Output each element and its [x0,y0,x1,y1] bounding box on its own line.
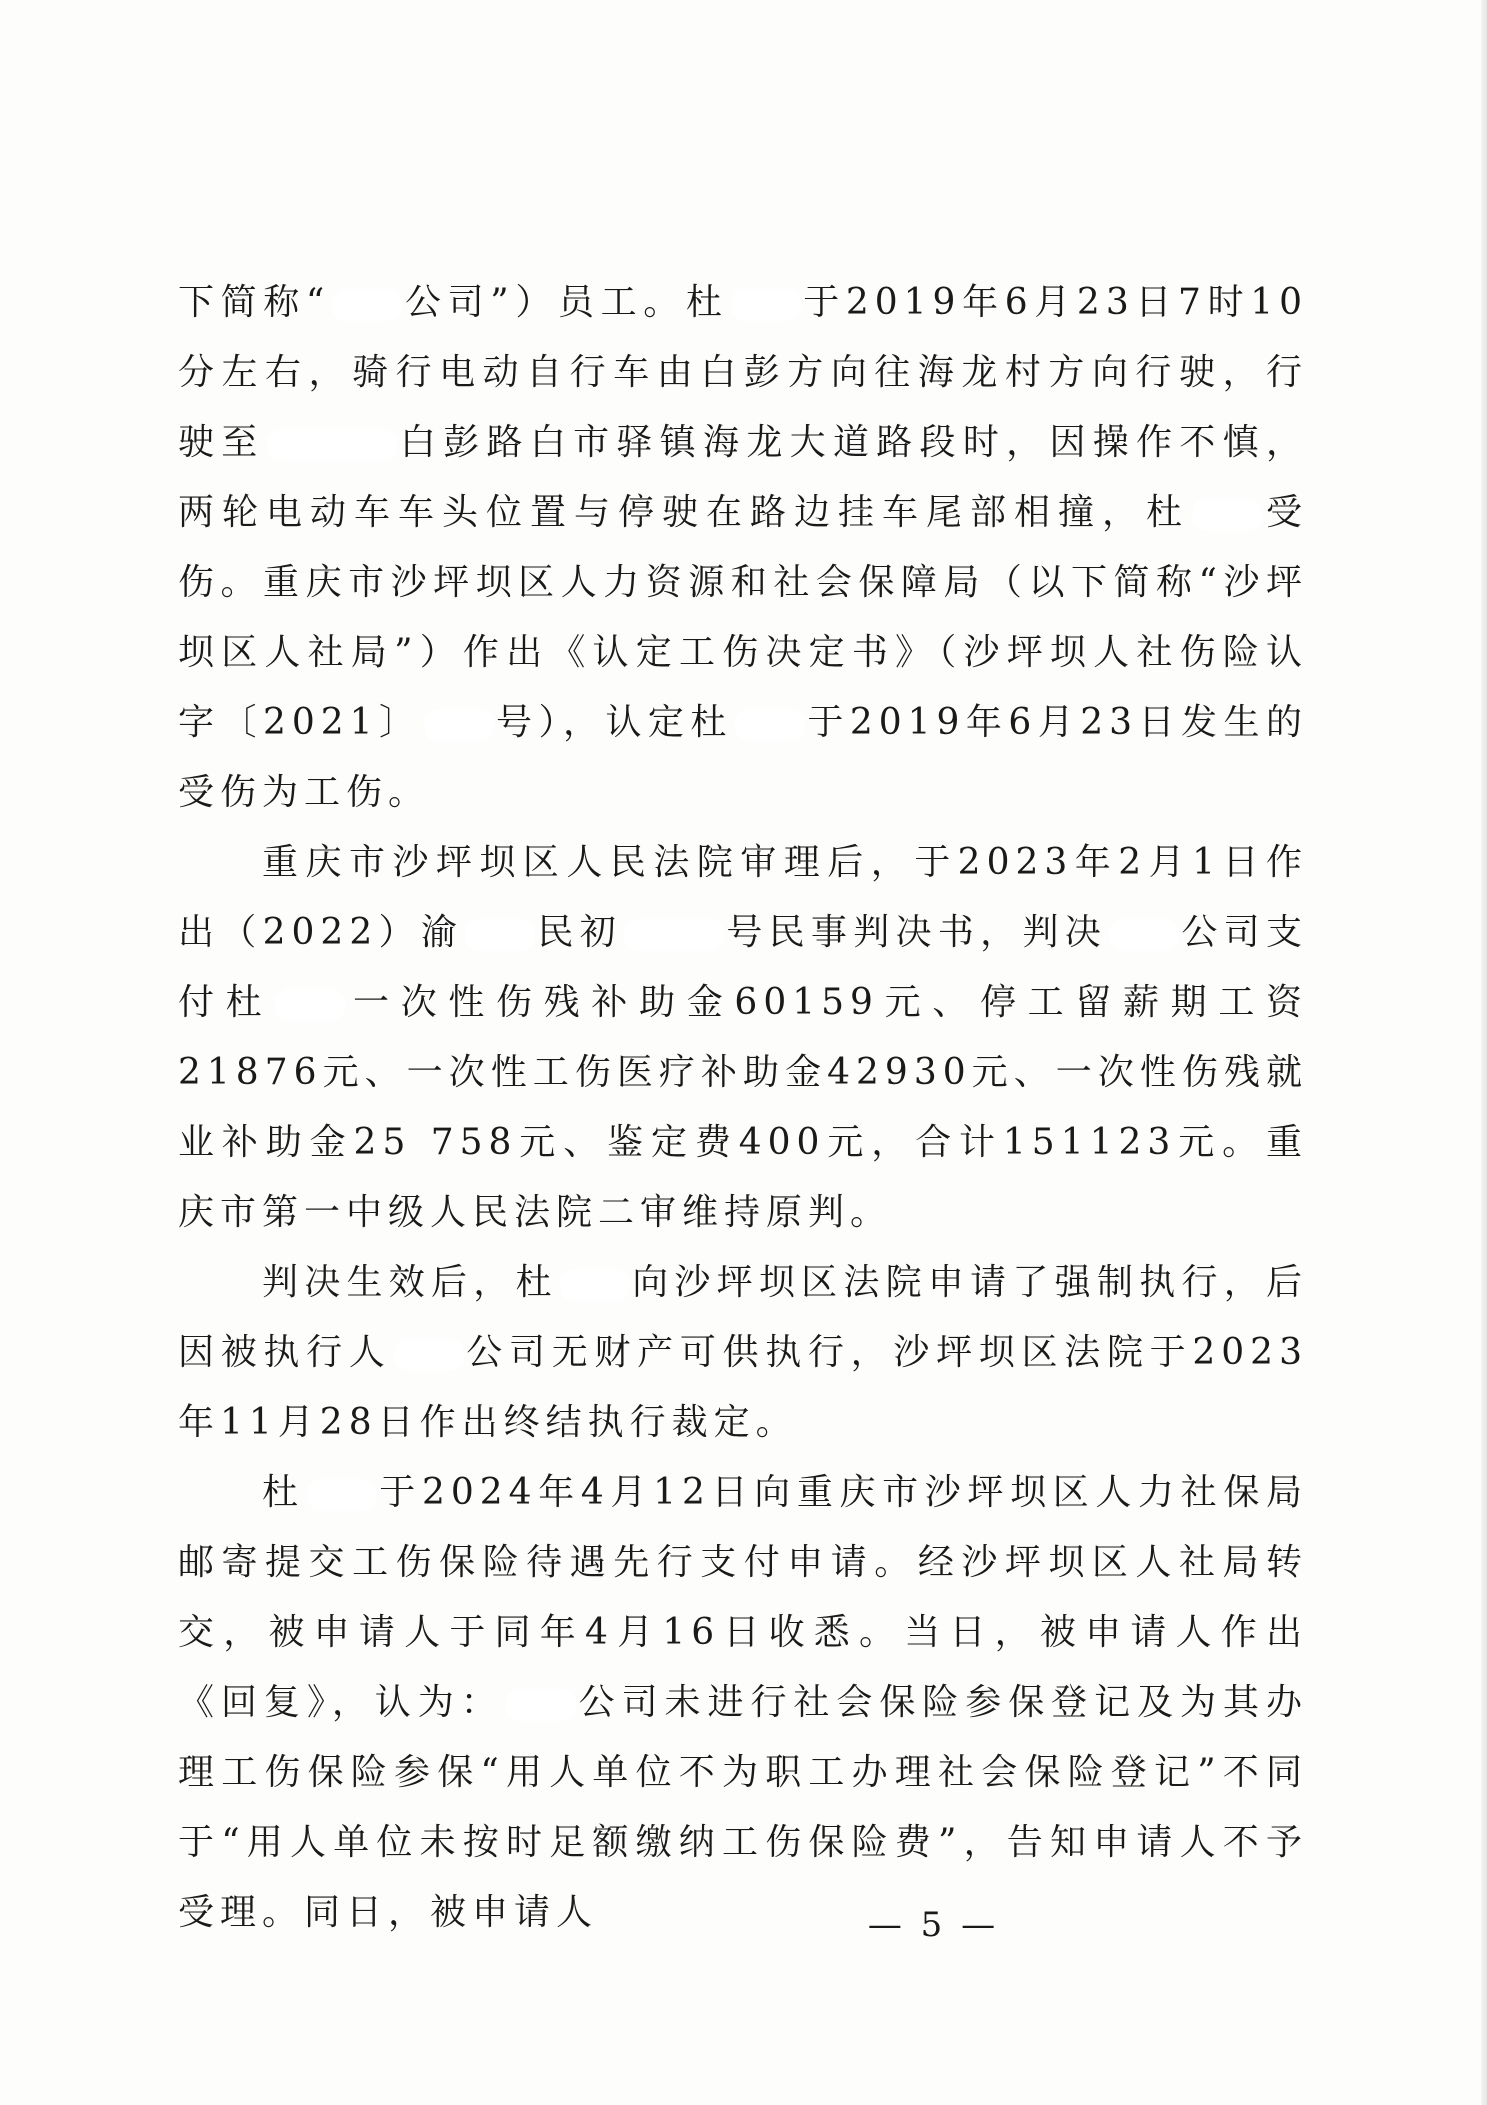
paragraph-text: 向沙坪坝区法院申请了强制执行，后因被执行人 [178,1262,1308,1373]
redaction-mark [275,989,345,1021]
paragraph-1 [178,268,1308,828]
paragraph-text: 公司无财产可供执行，沙坪坝区法院于2023年11月28日作出终结执行裁定。 [178,1332,1308,1443]
redaction-mark [267,429,397,461]
page-number-text: — 5 — [867,1905,1000,1945]
redaction-mark [560,1269,630,1301]
paragraph-text: 于2019年6月23日7时10分左右，骑行电动自行车由白彭方向往海龙村方向行驶，行驶至 [178,282,1309,463]
paragraph-text: 于2019年6月23日发生的受伤为工伤。 [178,702,1308,813]
paragraph-text: 号），认定杜 [495,702,733,743]
redaction-mark [332,289,402,321]
paragraph-text: 判决生效后，杜 [262,1262,558,1303]
redaction-mark [735,709,805,741]
paragraph-text: 白彭路白市驿镇海龙大道路段时，因操作不慎，两轮电动车车头位置与停驶在路边挂车尾部相撞，杜 [178,422,1308,533]
paragraph-4 [178,1458,1308,1948]
document-body [178,268,1308,1948]
paragraph-text: 受伤。重庆市沙坪坝区人力资源和社会保障局（以下简称“沙坪坝区人社局”）作出《认定工伤决定书》（沙坪坝人社伤险认字〔2021〕 [178,492,1308,743]
redaction-mark [1109,919,1179,951]
redaction-mark [394,1339,464,1371]
redaction-mark [1192,499,1262,531]
redaction-mark [307,1479,377,1511]
page-number [0,1905,1487,1945]
redaction-mark [506,1689,576,1721]
redaction-mark [424,709,494,741]
redaction-mark [731,289,801,321]
redaction-mark [465,919,535,951]
paragraph-text: 号民事判决书，判决 [726,912,1108,953]
paragraph-3 [178,1248,1308,1458]
paragraph-text: 下简称“ [178,282,331,323]
paragraph-2 [178,828,1308,1248]
paragraph-text: 一次性伤残补助金60159元、停工留薪期工资21876元、一次性工伤医疗补助金42930元、一次性伤残就业补助金25 758元、鉴定费400元，合计151123元。重庆市第一中级人民法院二审维持原判。 [178,982,1308,1233]
scan-edge [1481,0,1487,2105]
paragraph-text: 公司支付杜 [178,912,1308,1023]
paragraph-text: 重庆市沙坪坝区人民法院审理后，于2023年2月1日作出（2022）渝 [178,842,1308,953]
redaction-mark [624,919,724,951]
paragraph-text: 公司未进行社会保险参保登记及为其办理工伤保险参保“用人单位不为职工办理社会保险登记”不同于“用人单位未按时足额缴纳工伤保险费”，告知申请人不予受理。同日，被申请人 [178,1682,1308,1933]
paragraph-text: 于2024年4月12日向重庆市沙坪坝区人力社保局邮寄提交工伤保险待遇先行支付申请。经沙坪坝区人社局转交，被申请人于同年4月16日收悉。当日，被申请人作出《回复》，认为： [178,1472,1308,1723]
paragraph-text: 民初 [537,912,623,953]
paragraph-text: 公司”）员工。杜 [404,282,729,323]
paragraph-text: 杜 [262,1472,305,1513]
